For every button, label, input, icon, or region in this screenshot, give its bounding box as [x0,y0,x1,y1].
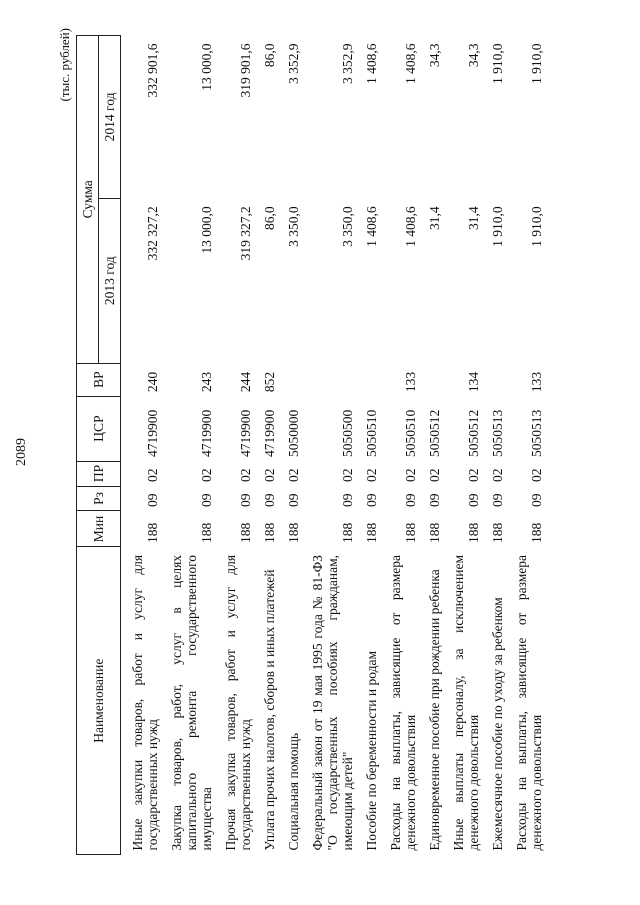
row-csr: 5050512 [427,409,442,458]
row-value-2013: 31,4 [427,206,442,230]
row-rz: 09 [238,493,253,507]
row-pr: 02 [145,468,160,483]
header-vr: ВР [77,363,121,396]
row-min: 188 [340,522,355,543]
row-vr [355,363,379,396]
row-name: Пособие по беременности и родам [364,651,379,851]
row-csr: 5050000 [286,409,301,458]
row-value-2014: 1 910,0 [490,43,505,84]
row-vr: 134 [466,371,481,393]
row-value-2014: 319 901,6 [238,43,253,98]
header-rz: Рз [77,486,121,511]
row-value-2014: 34,3 [466,43,481,68]
row-rz: 09 [286,493,301,507]
table-row [379,36,418,855]
row-csr: 5050512 [466,409,481,458]
row-pr: 02 [340,468,355,483]
header-min: Мин [77,511,121,547]
row-csr: 5050513 [490,409,505,458]
row-value-2014: 1 910,0 [529,43,544,84]
row-min: 188 [262,522,277,543]
row-rz: 09 [364,493,379,507]
row-vr [301,363,355,396]
row-value-2014: 1 408,6 [364,43,379,84]
row-vr [277,363,301,396]
row-name: Расходы на выплаты, зависящие от размера денежного довольствия [514,554,544,851]
row-vr: 240 [145,371,160,393]
row-rz: 09 [262,493,277,507]
row-pr: 02 [262,468,277,483]
header-2014: 2014 год [99,36,121,199]
row-name: Иные выплаты персоналу, за исключением денежного довольствия [451,554,481,851]
row-min: 188 [364,522,379,543]
row-csr: 5050510 [403,409,418,458]
row-min: 188 [490,522,505,543]
table-row [214,36,253,855]
row-name: Ежемесячное пособие по уходу за ребенком [490,597,505,851]
row-pr: 02 [286,468,301,483]
row-value-2013: 13 000,0 [199,206,214,254]
row-pr: 02 [490,468,505,483]
row-rz: 09 [403,493,418,507]
table-row [481,36,505,855]
row-min: 188 [145,522,160,543]
row-csr: 5050510 [364,409,379,458]
row-value-2014: 86,0 [262,43,277,68]
row-rz: 09 [199,493,214,507]
row-pr: 02 [364,468,379,483]
row-csr: 5050500 [340,409,355,458]
row-value-2014: 1 408,6 [403,43,418,84]
row-min: 188 [466,522,481,543]
row-vr [481,363,505,396]
row-csr: 5050513 [529,409,544,458]
table-row [418,36,442,855]
row-min: 188 [238,522,253,543]
row-value-2013: 31,4 [466,206,481,230]
header-2013: 2013 год [99,198,121,363]
row-name: Федеральный закон от 19 мая 1995 года № 81-ФЗ "О государственных пособиях гражданам, имеющим детей" [310,554,355,851]
row-vr: 243 [199,371,214,393]
row-value-2013: 1 408,6 [364,206,379,247]
table-body [121,36,545,855]
header-csr: ЦСР [77,396,121,461]
row-name: Закупка товаров, работ, услуг в целях капитального ремонта государственного имущества [169,554,214,851]
row-vr [418,363,442,396]
table-row [277,36,301,855]
table-row [160,36,214,855]
row-pr: 02 [238,468,253,483]
row-min: 188 [529,522,544,543]
row-value-2013: 1 910,0 [490,206,505,247]
row-vr: 244 [238,371,253,393]
header-sum: Сумма [77,36,99,364]
row-vr: 133 [529,371,544,393]
row-name: Социальная помощь [286,732,301,851]
row-value-2013: 3 350,0 [286,206,301,247]
row-value-2013: 332 327,2 [145,206,160,261]
row-value-2013: 319 327,2 [238,206,253,261]
row-rz: 09 [427,493,442,507]
row-pr: 02 [427,468,442,483]
row-name: Прочая закупка товаров, работ и услуг для государственных нужд [223,554,253,851]
row-name: Уплата прочих налогов, сборов и иных платежей [262,569,277,851]
row-csr: 4719900 [145,409,160,458]
row-pr: 02 [466,468,481,483]
row-csr: 4719900 [238,409,253,458]
table-row [253,36,277,855]
row-value-2013: 1 910,0 [529,206,544,247]
row-value-2014: 3 352,9 [286,43,301,84]
row-pr: 02 [199,468,214,483]
row-name: Иные закупки товаров, работ и услуг для государственных нужд [130,554,160,851]
header-pr: ПР [77,461,121,486]
table-row [121,36,161,855]
row-pr: 02 [529,468,544,483]
row-value-2014: 332 901,6 [145,43,160,98]
row-value-2014: 13 000,0 [199,43,214,91]
row-min: 188 [403,522,418,543]
row-name: Расходы на выплаты, зависящие от размера денежного довольствия [388,554,418,851]
table-row [505,36,544,855]
row-vr: 133 [403,371,418,393]
table-row [355,36,379,855]
table-header [77,36,121,855]
budget-table [76,35,544,855]
row-value-2013: 1 408,6 [403,206,418,247]
units-label: (тыс. рублей) [57,28,72,102]
row-value-2014: 3 352,9 [340,43,355,84]
row-vr: 852 [262,371,277,393]
table-row [301,36,355,855]
row-value-2013: 3 350,0 [340,206,355,247]
row-rz: 09 [145,493,160,507]
row-csr: 4719900 [262,409,277,458]
table-row [442,36,481,855]
row-min: 188 [199,522,214,543]
row-rz: 09 [529,493,544,507]
row-rz: 09 [340,493,355,507]
row-csr: 4719900 [199,409,214,458]
header-name: Наименование [77,547,121,855]
row-name: Единовременное пособие при рождении ребенка [427,569,442,851]
row-pr: 02 [403,468,418,483]
row-min: 188 [286,522,301,543]
row-value-2014: 34,3 [427,43,442,68]
page-number: 2089 [14,438,29,466]
row-rz: 09 [466,493,481,507]
row-min: 188 [427,522,442,543]
row-rz: 09 [490,493,505,507]
row-value-2013: 86,0 [262,206,277,230]
